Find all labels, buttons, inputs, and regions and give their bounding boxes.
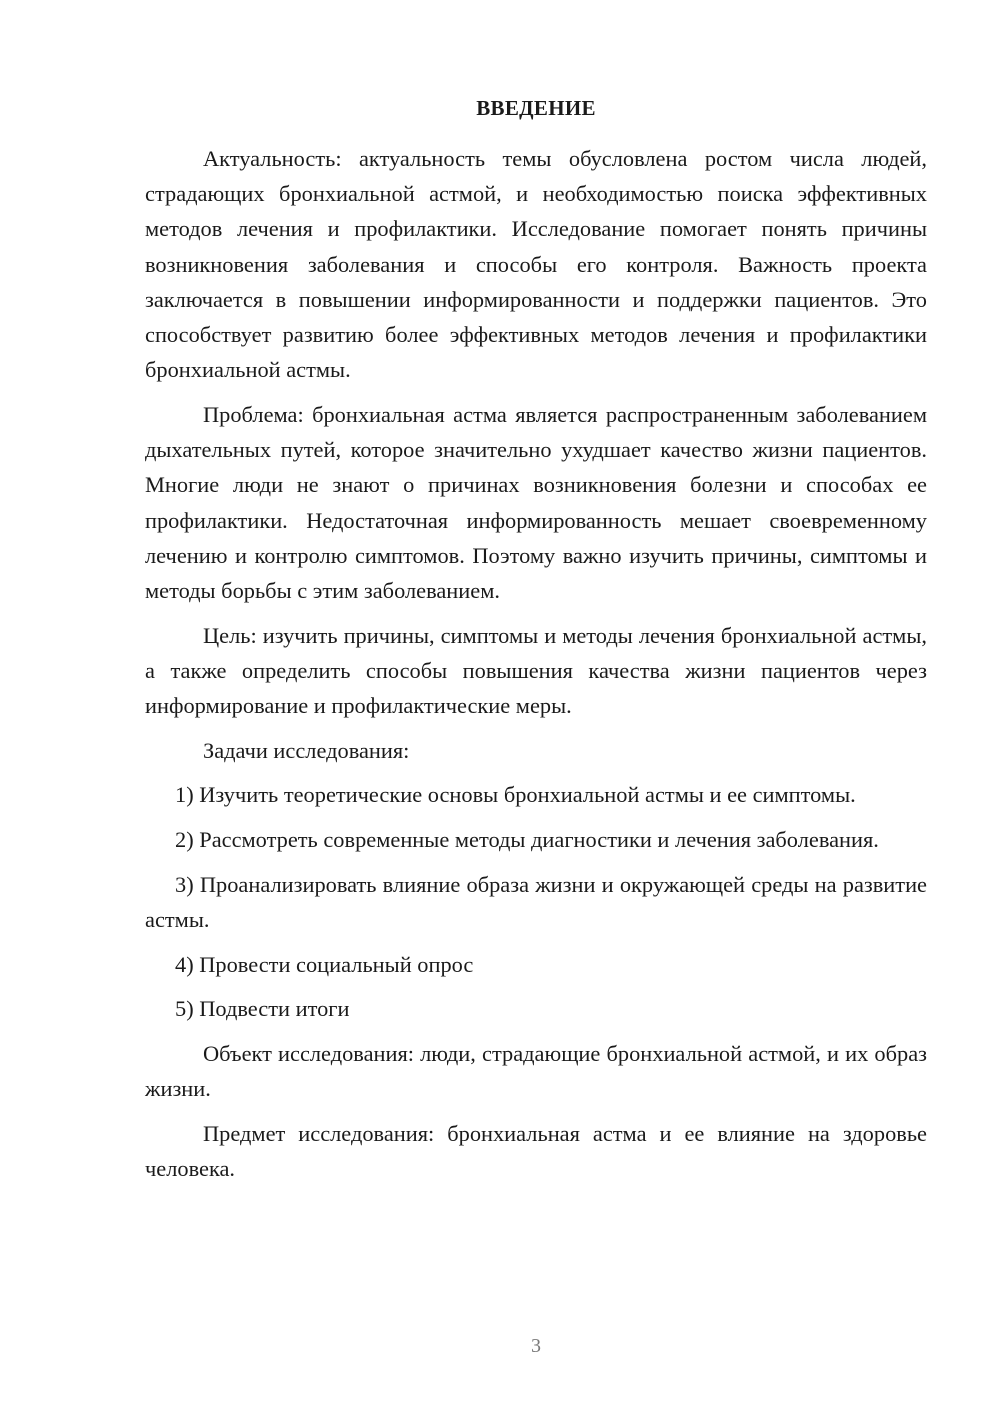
task-item-5: 5) Подвести итоги bbox=[175, 996, 350, 1022]
task-item-3: 3) Проанализировать влияние образа жизни и окружающей среды на развитие астмы. bbox=[145, 871, 927, 933]
task-item-1: 1) Изучить теоретические основы бронхиальной астмы и ее симптомы. bbox=[175, 782, 856, 808]
document-body bbox=[145, 141, 927, 1196]
paragraph-goal: Цель: изучить причины, симптомы и методы лечения бронхиальной астмы, а также определить способы повышения качества жизни пациентов через информирование и профилактические меры. bbox=[145, 622, 927, 719]
page-title: ВВЕДЕНИЕ bbox=[476, 96, 596, 120]
paragraph-tasks-heading: Задачи исследования: bbox=[203, 737, 410, 763]
paragraph-subject: Предмет исследования: бронхиальная астма и ее влияние на здоровье человека. bbox=[145, 1121, 927, 1182]
task-item-2: 2) Рассмотреть современные методы диагностики и лечения заболевания. bbox=[175, 827, 879, 853]
task-item-4: 4) Провести социальный опрос bbox=[175, 951, 474, 977]
paragraph-problem: Проблема: бронхиальная астма является распространенным заболеванием дыхательных путей, которое значительно ухудшает качество жизни пациентов. Многие люди не знают о причинах возникновения болезни и способах ее профилактики. Недостаточная информированность мешает своевременному лечению и контролю симптомов. Поэтому важно изучить причины, симптомы и методы борьбы с этим заболеванием. bbox=[145, 401, 927, 603]
page-number: 3 bbox=[531, 1335, 541, 1357]
paragraph-relevance: Актуальность: актуальность темы обусловлена ростом числа людей, страдающих бронхиальной астмой, и необходимостью поиска эффективных методов лечения и профилактики. Исследование помогает понять причины возникновения заболевания и способы его контроля. Важность проекта заключается в повышении информированности и поддержки пациентов. Это способствует развитию более эффективных методов лечения и профилактики бронхиальной астмы. bbox=[145, 146, 927, 383]
paragraph-object: Объект исследования: люди, страдающие бронхиальной астмой, и их образ жизни. bbox=[145, 1041, 927, 1102]
